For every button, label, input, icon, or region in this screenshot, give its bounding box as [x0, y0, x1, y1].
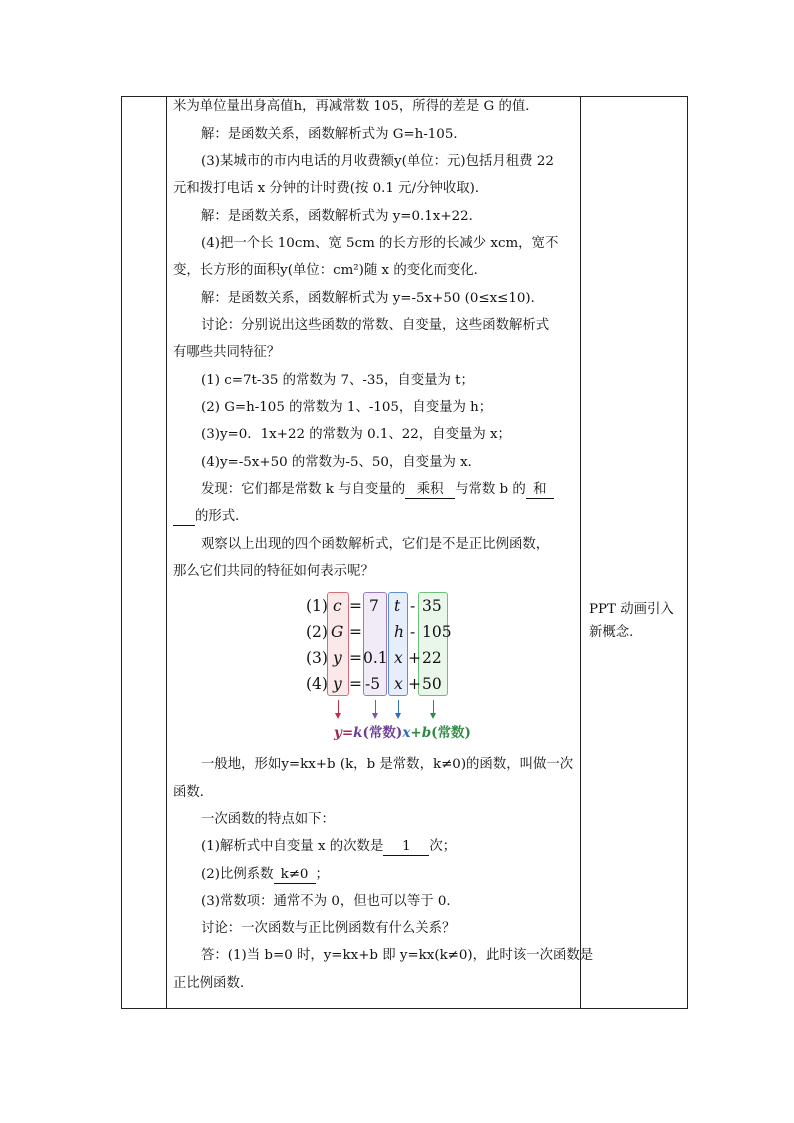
row-x: h — [394, 623, 404, 641]
discover-mid: 与常数 b 的 — [455, 482, 526, 497]
text-line: (4)把一个长 10cm、宽 5cm 的长方形的长减少 xcm，宽不 — [201, 236, 559, 251]
text-line: 讨论：一次函数与正比例函数有什么关系？ — [201, 921, 456, 936]
arrow-b — [433, 700, 434, 714]
row-equals: = — [349, 675, 362, 693]
text-line: 元和拨打电话 x 分钟的计时费(按 0.1 元/分钟收取)． — [173, 181, 489, 196]
row-number: (4) — [306, 675, 328, 693]
feature-2-suffix: ； — [315, 867, 329, 882]
row-number: (3) — [306, 649, 328, 667]
feature-1-suffix: 次； — [429, 839, 457, 854]
arrow-b-head — [430, 713, 436, 719]
remark-cell — [589, 598, 681, 644]
row-number: (2) — [306, 623, 328, 641]
form-k: k — [353, 725, 363, 741]
text-line: (3)某城市的市内电话的月收费额y(单位：元)包括月租费 22 — [201, 154, 554, 169]
row-b: 35 — [422, 597, 442, 615]
row-x: t — [394, 597, 401, 615]
row-k: 7 — [369, 597, 379, 615]
arrow-y — [338, 700, 339, 714]
column-divider-2 — [580, 97, 581, 1008]
text-line: 正比例函数． — [173, 976, 254, 991]
form-plus: + — [410, 725, 422, 741]
text-line: 有哪些共同特征？ — [173, 345, 281, 360]
discover-line-2 — [173, 508, 249, 526]
form-y: y — [334, 725, 342, 741]
arrow-x-head — [395, 713, 401, 719]
form-k-note: (常数) — [362, 725, 403, 741]
column-divider-1 — [166, 97, 167, 1008]
row-b: 22 — [422, 649, 442, 667]
text-line: 答：(1)当 b=0 时，y=kx+b 即 y=kx(k≠0)，此时该一次函数是 — [201, 948, 594, 963]
blank-sum: 和 — [526, 482, 554, 499]
arrow-k-head — [372, 713, 378, 719]
form-x: x — [402, 725, 411, 741]
form-equals: = — [341, 725, 354, 741]
row-equals: = — [349, 597, 362, 615]
row-equals: = — [349, 649, 362, 667]
arrow-k — [375, 700, 376, 714]
feature-1-prefix: (1)解析式中自变量 x 的次数是 — [201, 839, 384, 854]
general-form — [334, 721, 471, 741]
text-line: 一般地，形如y=kx+b (k，b 是常数，k≠0)的函数，叫做一次 — [201, 757, 574, 772]
row-var: y — [333, 675, 342, 693]
blank-coefficient: k≠0 — [274, 867, 316, 884]
form-b: b — [421, 725, 432, 741]
text-line: 解：是函数关系，函数解析式为 y=-5x+50 (0≤x≤10)． — [201, 291, 545, 306]
text-line: (3)常数项：通常不为 0，但也可以等于 0． — [201, 894, 460, 909]
text-line: (1) c=7t-35 的常数为 7、-35，自变量为 t； — [201, 373, 474, 388]
text-line: 米为单位量出身高值h，再减常数 105，所得的差是 G 的值． — [173, 99, 539, 114]
text-line: 观察以上出现的四个函数解析式，它们是不是正比例函数， — [201, 537, 550, 552]
row-b: 105 — [422, 623, 452, 641]
row-var: c — [333, 597, 342, 615]
row-op: + — [408, 649, 421, 667]
text-line: 解：是函数关系，函数解析式为 G=h-105． — [201, 127, 467, 142]
equation-diagram — [300, 592, 460, 742]
row-op: - — [410, 597, 416, 615]
discover-suffix: 的形式． — [195, 509, 249, 524]
discover-prefix: 发现：它们都是常数 k 与自变量的 — [201, 482, 406, 497]
row-x: x — [394, 675, 403, 693]
arrow-y-head — [335, 713, 341, 719]
text-line: 解：是函数关系，函数解析式为 y=0.1x+22． — [201, 209, 483, 224]
remark-line: PPT 动画引入 — [589, 602, 674, 617]
row-b: 50 — [422, 675, 442, 693]
row-var: y — [333, 649, 342, 667]
blank-degree: 1 — [383, 839, 429, 856]
row-k: 0.1 — [363, 649, 388, 667]
row-x: x — [394, 649, 403, 667]
arrow-x — [398, 700, 399, 714]
row-equals: = — [349, 623, 362, 641]
row-var: G — [331, 623, 344, 641]
text-line: 变，长方形的面积y(单位：cm²)随 x 的变化而变化． — [173, 263, 488, 278]
feature-2-prefix: (2)比例系数 — [201, 867, 274, 882]
row-op: - — [410, 623, 416, 641]
text-line: 讨论：分别说出这些函数的常数、自变量，这些函数解析式 — [201, 318, 550, 333]
row-number: (1) — [306, 597, 328, 615]
row-op: + — [408, 675, 421, 693]
form-b-note: (常数) — [431, 725, 471, 741]
text-line: (3)y=0．1x+22 的常数为 0.1、22，自变量为 x； — [201, 427, 511, 442]
discover-line — [201, 481, 554, 499]
blank-empty — [173, 509, 195, 526]
feature-1 — [201, 838, 456, 856]
text-line: 一次函数的特点如下： — [201, 812, 335, 827]
text-line: (2) G=h-105 的常数为 1、-105，自变量为 h； — [201, 400, 493, 415]
remark-line: 新概念. — [589, 625, 634, 640]
feature-2 — [201, 866, 329, 884]
text-line: 函数． — [173, 785, 214, 800]
row-k: -5 — [365, 675, 381, 693]
blank-product: 乘积 — [405, 482, 455, 499]
text-line: 那么它们共同的特征如何表示呢？ — [173, 564, 374, 579]
text-line: (4)y=-5x+50 的常数为-5、50，自变量为 x． — [201, 455, 482, 470]
